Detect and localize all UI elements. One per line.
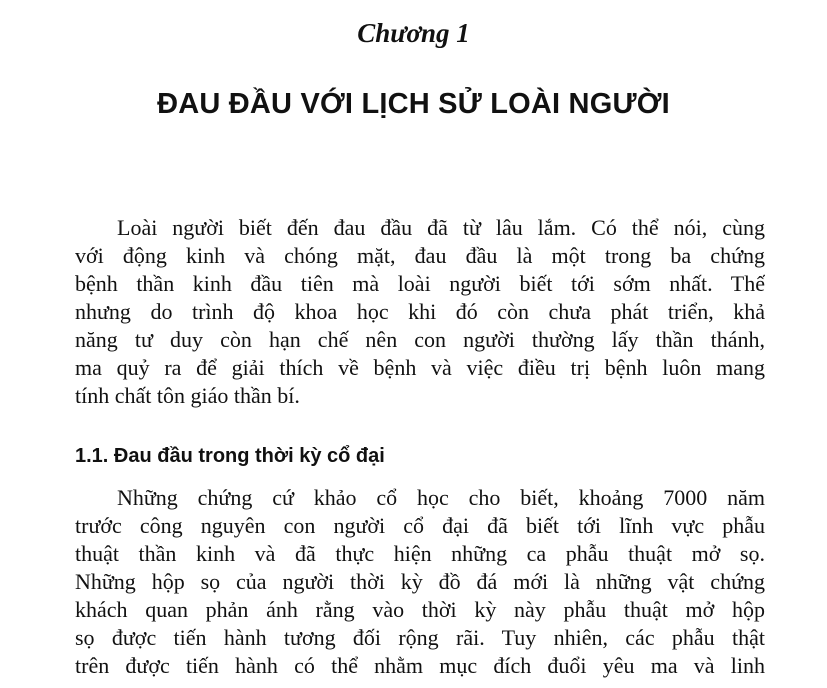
paragraph-line: năng tư duy còn hạn chế nên con người thường lấy thần thánh, bbox=[75, 327, 765, 352]
section-paragraph bbox=[75, 484, 765, 680]
paragraph-line: tính chất tôn giáo thần bí. bbox=[75, 383, 300, 408]
paragraph-line: Những chứng cứ khảo cổ học cho biết, khoảng 7000 năm bbox=[117, 485, 765, 510]
paragraph-line: ma quỷ ra để giải thích về bệnh và việc điều trị bệnh luôn mang bbox=[75, 355, 765, 380]
chapter-title: ĐAU ĐẦU VỚI LỊCH SỬ LOÀI NGƯỜI bbox=[157, 88, 670, 120]
paragraph-line: trước công nguyên con người cổ đại đã biết tới lĩnh vực phẫu bbox=[75, 513, 765, 538]
paragraph-line: thuật thần kinh và đã thực hiện những ca phẫu thuật mở sọ. bbox=[75, 541, 765, 566]
paragraph-line: sọ được tiến hành tương đối rộng rãi. Tuy nhiên, các phẫu thật bbox=[75, 625, 765, 650]
paragraph-line: Những hộp sọ của người thời kỳ đồ đá mới là những vật chứng bbox=[75, 569, 765, 594]
chapter-label: Chương 1 bbox=[357, 18, 470, 48]
section-heading: 1.1. Đau đầu trong thời kỳ cổ đại bbox=[75, 445, 385, 467]
paragraph-line: nhưng do trình độ khoa học khi đó còn chưa phát triển, khả bbox=[75, 299, 765, 324]
intro-paragraph bbox=[75, 214, 765, 410]
paragraph-line: trên được tiến hành có thể nhằm mục đích đuổi yêu ma và linh bbox=[75, 653, 765, 678]
paragraph-line: với động kinh và chóng mặt, đau đầu là một trong ba chứng bbox=[75, 243, 765, 268]
paragraph-line: Loài người biết đến đau đầu đã từ lâu lắm. Có thể nói, cùng bbox=[117, 215, 765, 240]
paragraph-line: khách quan phản ánh rằng vào thời kỳ này phẫu thuật mở hộp bbox=[75, 597, 765, 622]
paragraph-line: bệnh thần kinh đầu tiên mà loài người biết tới sớm nhất. Thế bbox=[75, 271, 765, 296]
